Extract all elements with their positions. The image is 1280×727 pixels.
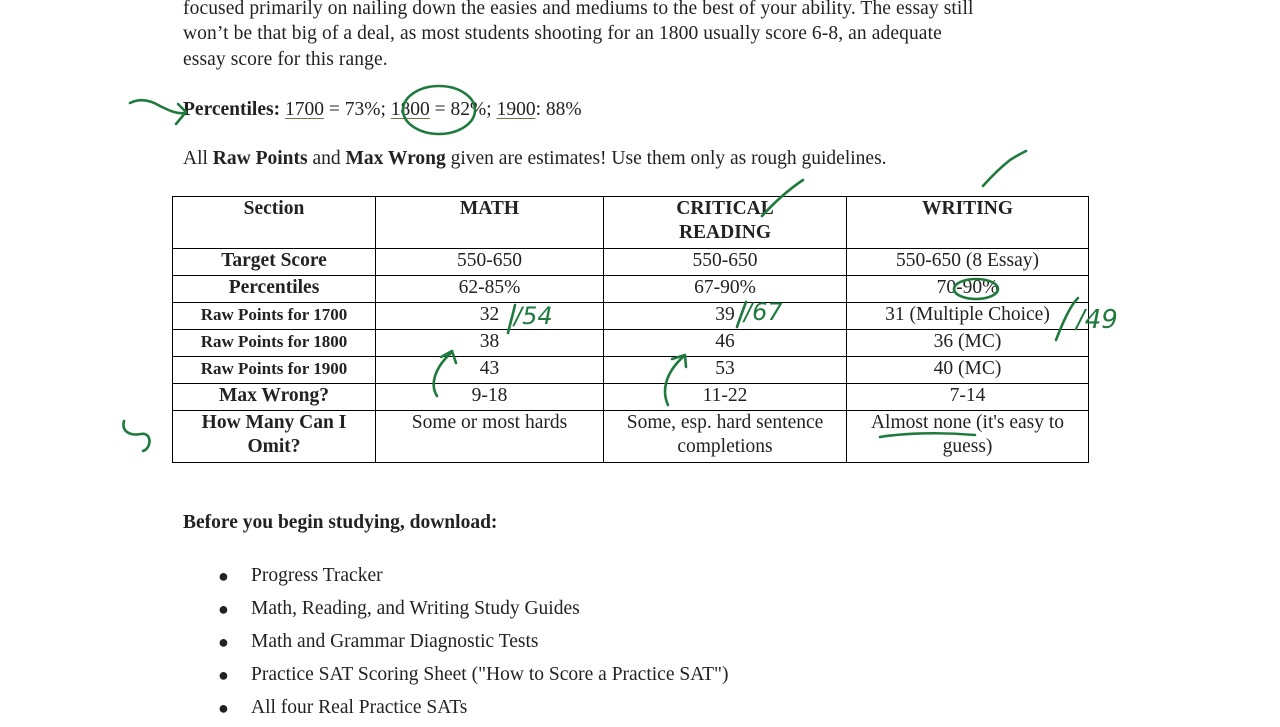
table-row [173,276,1089,303]
table-row [173,249,1089,276]
cell-math: 62-85% [376,276,604,303]
cell-reading: 39 [604,303,847,330]
table-header-row [173,197,1089,249]
header-critical-line1: CRITICAL [676,198,774,219]
bullet-icon: ● [218,698,229,718]
cell-reading: 46 [604,330,847,357]
cell-writing: 7-14 [847,384,1089,411]
cell-writing: 31 (Multiple Choice) [847,303,1089,330]
header-math: MATH [376,197,604,249]
bullet-icon: ● [218,566,229,586]
header-critical-reading [604,197,847,249]
percentile-score-1700: 1700 [284,99,324,120]
reading-total-annotation: /67 [744,298,783,326]
note-max-wrong: Max Wrong [345,148,446,169]
cell-writing: 36 (MC) [847,330,1089,357]
cell-writing: Almost none (it's easy to guess) [847,411,1089,463]
estimates-note [183,148,887,170]
table-row [173,357,1089,384]
row-label: Target Score [173,249,376,276]
row-label: Raw Points for 1900 [173,357,376,384]
intro-line-3: essay score for this range. [183,49,388,70]
percentile-value-1700: = 73%; [323,99,391,120]
percentile-score-1900: 1900 [496,99,536,120]
cell-math: Some or most hards [376,411,604,463]
percentile-value-1800: = 82%; [429,99,497,120]
cell-reading: 550-650 [604,249,847,276]
download-list [218,562,729,727]
row-label: Raw Points for 1700 [173,303,376,330]
list-item-text: Progress Tracker [251,565,383,586]
cell-math: 32 [376,303,604,330]
cell-reading: 11-22 [604,384,847,411]
row-label: Max Wrong? [173,384,376,411]
list-item [218,694,729,727]
cell-writing: 70-90% [847,276,1089,303]
percentile-score-1800: 1800 [390,99,430,120]
cell-reading: 67-90% [604,276,847,303]
note-raw-points: Raw Points [212,148,308,169]
check-mark-note [983,151,1026,186]
table-row [173,384,1089,411]
list-item [218,595,729,628]
table-row [173,303,1089,330]
list-item-text: Math and Grammar Diagnostic Tests [251,631,539,652]
note-prefix: All [183,148,213,169]
row-label: Raw Points for 1800 [173,330,376,357]
cell-math: 9-18 [376,384,604,411]
intro-line-1: focused primarily on nailing down the easies and mediums to the best of your ability. The essay still [183,0,974,19]
bullet-icon: ● [218,599,229,619]
note-suffix: given are estimates! Use them only as rough guidelines. [445,148,887,169]
before-heading: Before you begin studying, download: [183,512,498,533]
math-total-annotation: /54 [514,302,553,330]
bullet-icon: ● [218,632,229,652]
list-item [218,628,729,661]
header-critical-line2: READING [678,222,772,243]
list-item-text: All four Real Practice SATs [251,697,468,718]
row-label: Percentiles [173,276,376,303]
intro-line-2: won’t be that big of a deal, as most students shooting for an 1800 usually score 6-8, an adequate [183,23,942,44]
table-row [173,330,1089,357]
bullet-icon: ● [218,665,229,685]
score-table [172,196,1089,463]
list-item-text: Practice SAT Scoring Sheet ("How to Score a Practice SAT") [251,664,729,685]
writing-total-annotation: /49 [1076,305,1118,335]
cell-math: 43 [376,357,604,384]
header-writing: WRITING [847,197,1089,249]
row-label: How Many Can I Omit? [173,411,376,463]
header-section: Section [173,197,376,249]
cell-reading: 53 [604,357,847,384]
percentiles-label: Percentiles: [183,99,281,120]
omit-mark [123,421,149,451]
list-item [218,661,729,694]
percentiles-line [183,99,582,121]
note-and: and [307,148,346,169]
table-row [173,411,1089,463]
cell-math: 38 [376,330,604,357]
list-item [218,562,729,595]
cell-writing: 550-650 (8 Essay) [847,249,1089,276]
cell-math: 550-650 [376,249,604,276]
cell-writing: 40 (MC) [847,357,1089,384]
arrow-mark-percentiles [130,100,186,124]
percentile-value-1900: : 88% [535,99,582,120]
list-item-text: Math, Reading, and Writing Study Guides [251,598,580,619]
cell-reading: Some, esp. hard sentence completions [604,411,847,463]
